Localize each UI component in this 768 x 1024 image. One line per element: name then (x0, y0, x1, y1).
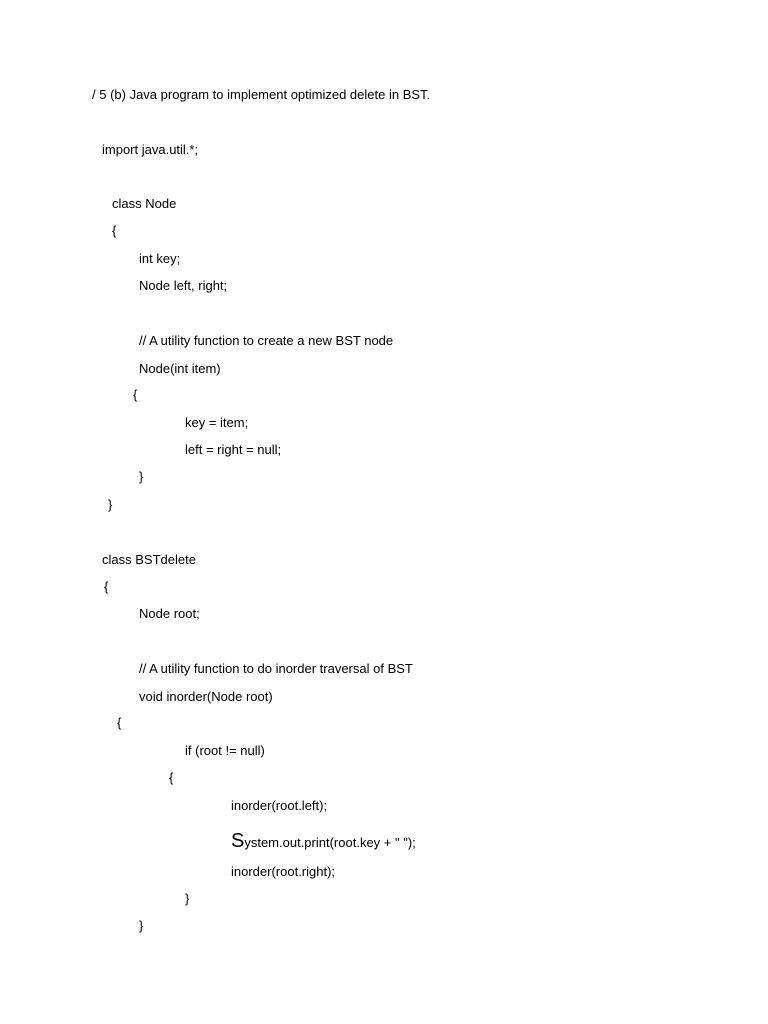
code-line-import: import java.util.*; (102, 142, 199, 157)
code-line-open-brace: { (169, 770, 174, 785)
code-line-open-brace: { (133, 387, 138, 402)
code-line-inorder-signature: void inorder(Node root) (139, 689, 273, 704)
code-line-open-brace: { (117, 715, 122, 730)
code-line-close-brace: } (185, 891, 190, 906)
code-comment-create-node: // A utility function to create a new BST node (139, 333, 394, 348)
code-line-class-node: class Node (112, 196, 177, 211)
code-line-open-brace: { (112, 223, 117, 238)
code-line-node-root: Node root; (139, 606, 200, 621)
code-line-left-right-null: left = right = null; (185, 442, 282, 457)
code-line-open-brace: { (104, 579, 109, 594)
code-line-int-key: int key; (139, 251, 181, 266)
code-line-if-root: if (root != null) (185, 743, 265, 758)
code-line-node-constructor: Node(int item) (139, 361, 221, 376)
code-line-inorder-left: inorder(root.left); (231, 798, 328, 813)
code-line-inorder-right: inorder(root.right); (231, 864, 336, 879)
code-line-close-brace: } (108, 497, 113, 512)
code-comment-inorder: // A utility function to do inorder traversal of BST (139, 661, 413, 676)
code-line-initial-s: S (231, 830, 245, 852)
code-line-node-left-right: Node left, right; (139, 278, 228, 293)
code-line-system-print (231, 830, 416, 852)
code-line-print-rest: ystem.out.print(root.key + " "); (244, 835, 416, 850)
code-line-close-brace: } (139, 469, 144, 484)
code-line-key-assign: key = item; (185, 415, 249, 430)
code-line-class-bstdelete: class BSTdelete (102, 552, 196, 567)
code-line-close-brace: } (139, 918, 144, 933)
document-heading: / 5 (b) Java program to implement optimized delete in BST. (92, 87, 431, 102)
